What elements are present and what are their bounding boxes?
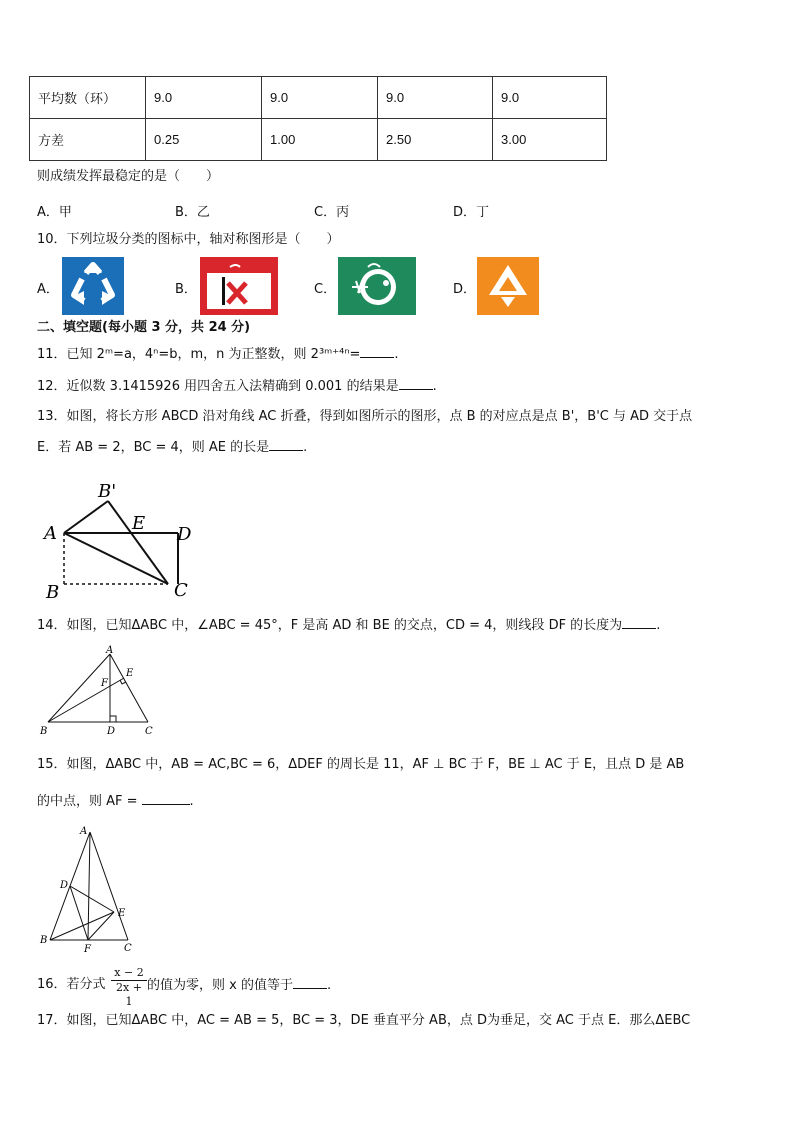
question-text: [37, 377, 437, 396]
question-body: 的中点，则 AF =: [37, 794, 138, 809]
point-label: A: [44, 523, 57, 544]
table-cell: 9.0: [378, 77, 493, 119]
question-text: [147, 976, 331, 995]
question-text: 则成绩发挥最稳定的是（ ）: [37, 169, 220, 184]
point-label: E: [126, 668, 134, 679]
point-label: F: [84, 944, 91, 954]
question-text: 15．如图，ΔABC 中，AB = AC,BC = 6，ΔDEF 的周长是 11，AF ⊥ BC 于 F，BE ⊥ AC 于 E，且点 D 是 AB: [37, 757, 685, 772]
table-cell: 0.25: [146, 119, 262, 161]
point-label: D: [107, 726, 116, 737]
question-text: [37, 616, 660, 635]
point-label: A: [106, 645, 114, 656]
table-cell: 2.50: [378, 119, 493, 161]
question-body: 的值为零，则 x 的值等于: [147, 978, 293, 993]
point-label: B': [98, 481, 117, 502]
no-waste-icon: [200, 257, 278, 315]
option-d: D．: [453, 282, 477, 297]
option-c: C．: [314, 282, 337, 297]
fraction-denominator: 2x + 1: [111, 980, 147, 1009]
question-text: [37, 345, 399, 364]
period: .: [189, 794, 194, 809]
option-d: D．丁: [453, 205, 490, 220]
period: .: [432, 379, 437, 394]
question-text: 10．下列垃圾分类的图标中，轴对称图形是（ ）: [37, 232, 340, 247]
fold-rectangle-figure: [40, 478, 200, 602]
point-label: B: [40, 935, 48, 946]
table-cell: 方差: [30, 119, 146, 161]
question-body: 14．如图，已知ΔABC 中，∠ABC = 45°，F 是高 AD 和 BE 的交点，CD = 4，则线段 DF 的长度为: [37, 618, 623, 633]
point-label: B: [46, 582, 60, 602]
table-row: [30, 77, 607, 119]
point-label: D: [60, 880, 69, 891]
point-label: B: [40, 726, 48, 737]
table-cell: 1.00: [262, 119, 378, 161]
table-cell: 9.0: [146, 77, 262, 119]
point-label: D: [177, 524, 192, 545]
kitchen-waste-icon: [338, 257, 416, 315]
option-a: A．: [37, 282, 59, 297]
answer-blank[interactable]: [293, 976, 327, 989]
point-label: A: [80, 826, 88, 837]
section-heading: 二、填空题(每小题 3 分，共 24 分): [37, 320, 251, 335]
triangle-altitudes-figure: [38, 644, 158, 738]
period: .: [656, 618, 661, 633]
question-text: 17．如图，已知ΔABC 中，AC = AB = 5，BC = 3，DE 垂直平分 AB，点 D为垂足，交 AC 于点 E．那么ΔEBC: [37, 1013, 691, 1028]
period: .: [326, 978, 332, 993]
answer-blank[interactable]: [142, 792, 190, 805]
recycle-icon: [62, 257, 124, 315]
point-label: E: [118, 908, 126, 919]
period: .: [303, 440, 308, 455]
table-cell: 3.00: [493, 119, 607, 161]
fraction: [111, 966, 147, 1009]
answer-blank[interactable]: [360, 345, 394, 358]
stats-table: [29, 76, 607, 161]
fraction-numerator: x − 2: [114, 966, 144, 979]
question-body: 11．已知 2ᵐ=a，4ⁿ=b，m，n 为正整数，则 2³ᵐ⁺⁴ⁿ=: [37, 347, 361, 362]
table-cell: 平均数（环）: [30, 77, 146, 119]
point-label: E: [132, 513, 146, 534]
option-c: C．丙: [314, 205, 350, 220]
question-text: [37, 792, 194, 811]
question-text: 16．若分式: [37, 977, 106, 992]
table-row: [30, 119, 607, 161]
option-b: B．: [175, 282, 197, 297]
answer-blank[interactable]: [269, 438, 303, 451]
hazardous-waste-icon: [477, 257, 539, 315]
table-cell: 9.0: [493, 77, 607, 119]
point-label: C: [124, 943, 132, 954]
table-cell: 9.0: [262, 77, 378, 119]
period: .: [394, 347, 399, 362]
option-a: A．甲: [37, 205, 72, 220]
question-text: 13．如图，将长方形 ABCD 沿对角线 AC 折叠，得到如图所示的图形，点 B 的对应点是点 B'，B'C 与 AD 交于点: [37, 409, 693, 424]
question-body: E．若 AB = 2，BC = 4，则 AE 的长是: [37, 440, 270, 455]
answer-blank[interactable]: [399, 377, 433, 390]
question-body: 12．近似数 3.1415926 用四舍五入法精确到 0.001 的结果是: [37, 379, 399, 394]
answer-blank[interactable]: [622, 616, 656, 629]
question-text: [37, 438, 307, 457]
point-label: C: [174, 580, 188, 601]
point-label: C: [145, 726, 153, 737]
isosceles-triangle-figure: [38, 824, 138, 954]
point-label: F: [101, 678, 108, 689]
option-b: B．乙: [175, 205, 210, 220]
